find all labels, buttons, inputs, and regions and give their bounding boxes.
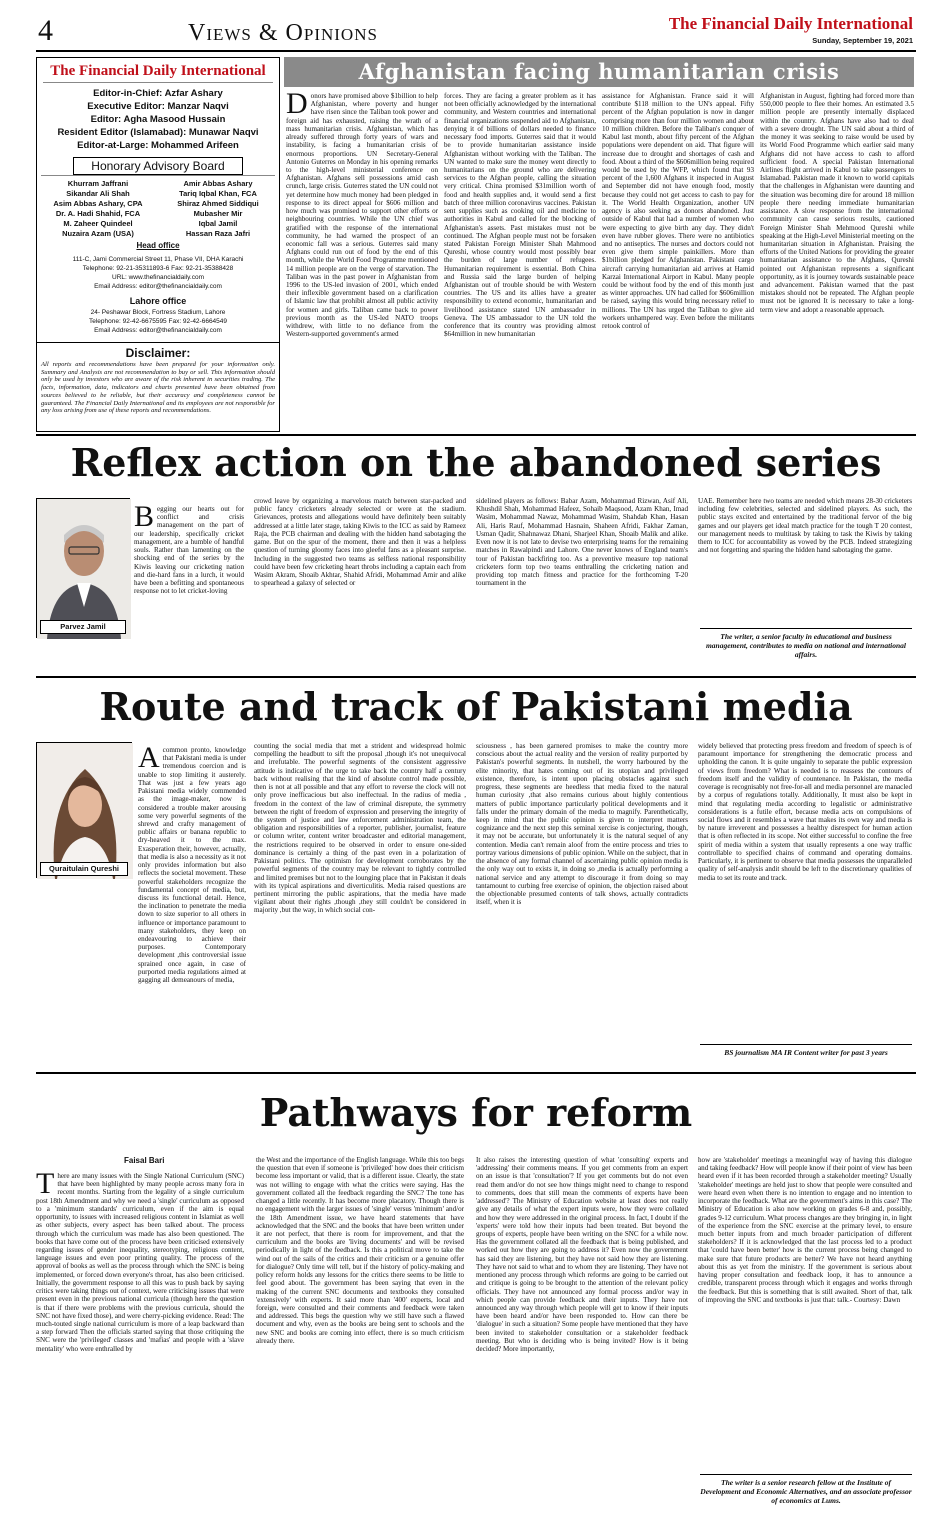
author-portrait-icon — [37, 743, 133, 879]
board-member: Hassan Raza Jafri — [185, 229, 251, 238]
staff-line: Editor-at-Large: Mohammed Arifeen — [77, 140, 239, 151]
disclaimer-text: All reports and recommendations have been prepared for your information only. Summary and Analysis are not recommendation to buy or sell. This information should only be used by investors who are aware of the risk inherent in securities trading. The facts, information, data, indicators and charts presented have been obtained from sources believed to be reliable, but their accuracy and completeness cannot be guaranteed. The Financial Daily International and its employees are not responsible for any loss arising from use of these reports and recommendations. — [41, 361, 275, 415]
staff-line: Editor: Agha Masood Hussain — [90, 114, 226, 125]
office-address-line: Email Address: editor@thefinancialdaily.com — [94, 283, 222, 290]
office-address-line: URL: www.thefinancialdaily.com — [112, 274, 204, 281]
author-bio: BS journalism MA IR Content writer for past 3 years — [724, 1048, 888, 1057]
article-column: Afghanistan in August, fighting had forced more than 550,000 people to flee their homes. An estimated 3.5 million people are presently internally displaced within the country. Afghans have also had to deal with a severe drought. The UN said about a third of the money it was seeking to raise would be used by its World Food Programme which earlier said many Afghans did not have access to cash to afford sufficient food. A special Pakistan International Airlines flight arrived in Kabul to take passengers to Islamabad. Pakistan made it known to world capitals that the challenges in Afghanistan were daunting and the situation was becoming dire for around 18 million people there needing immediate humanitarian assistance. A slow response from the international community can cause serious results, cautioned Foreign Minister Shah Mehmood Qureshi while speaking at the High-Level Ministerial meeting on the humanitarian situation in Afghanistan. Praising the efforts of the United Nations for providing the greater humanitarian assistance to the Afghans, Qureshi pointed out Afghanistan represents a significant opportunity, as it is journey towards sustainable peace and advancement. Pakistan warned that the past mistakes should not be repeated. The Afghan people must not be ignored It is necessary to take a long-term view and adopt a reasonable approach. — [760, 92, 914, 314]
author-portrait-icon — [37, 499, 131, 639]
head-office-title: Head office — [136, 241, 180, 250]
board-member: Tariq Iqbal Khan, FCA — [179, 189, 257, 198]
article-column: how are 'stakeholder' meetings a meaningful way of having this dialogue and taking feedback? How will people know if their point of view has been heard even if it has been recorded through a stakeholder meeting? Usually 'stakeholder' meetings are held just to show that people were consulted and were heard even when there is no intention to engage and no intention to incorporate the feedback. What are the government's aims in this case? The Ministry of Education is also now working on grades 6-8 and, possibly, grades 9-12 curriculum. What process changes are they bringing in, in light of the experience from the SNC exercise at the primary level, to ensure much better inputs from and much broader participation of different stakeholders? If it is acknowledged that the last process led to a product that 'could have been better' how is the current process being changed to make sure that future products are better? We have not heard anything about this as yet from the ministry. If the government is serious about having proper consultation and feedback loop, it has to announce a credible, transparent process through which it engages and works through the feedback. But this is something that is still awaited. Short of that, talk of improving the SNC and textbooks is just that: talk.- Courtesy: Dawn — [698, 1156, 913, 1304]
board-member: Mubasher Mir — [193, 209, 243, 218]
article-column: It also raises the interesting question of what 'consulting' experts and 'addressing' their comments means. If you get comments from an expert on an issue is that 'consultation'? If you get comments but do not even read them and/or do not see how things might need to change to respond to comments, does that still mean the comments of experts have been 'addressed'? The Ministry of Education website at least does not really give any details of what the expert inputs were, how they were collated and how they were addressed in the original process. In fact, I doubt if the 'experts' were told how their inputs had been treated. But beyond the groups of experts, people have been writing on the SNC for a while now. Has the government collated all the feedback that is being published, and worked out how they are going to address it? Even now the government has said they are listening, but they have not said how they are listening. They have not said to what and to whom they are listening. They have not mentioned any process through which reforms are going to be carried out and critique is going to be brought to the attention of the relevant policy officials. They have not announced any formal process and/or way in which people can provide feedback and their inputs. They have not announced any way through which people will get to know if their inputs have been heard and/or have been responded to. How can there be 'dialogue' in such a situation? Some people have mentioned that they have been invited to stakeholder consultation or a stakeholder feedback meeting. But who is deciding who is being invited? How is it being decided? More importantly, — [476, 1156, 688, 1354]
article-headline: Reflex action on the abandoned series — [70, 440, 882, 485]
masthead-title: The Financial Daily International — [668, 14, 913, 33]
section-rule — [36, 676, 916, 678]
divider — [41, 175, 275, 176]
office-address-line: Email Address: editor@thefinancialdaily.com — [94, 327, 222, 334]
page-number: 4 — [38, 14, 53, 47]
office-address-line: 24- Peshawar Block, Fortress Stadium, Lahore — [90, 309, 226, 316]
author-bio: The writer is a senior research fellow at the Institute of Development and Economic Alternatives, and an associate professor of economics at Lums. — [700, 1478, 912, 1505]
article-column: forces. They are facing a greater problem as it has not been officially acknowledged by the international community, and Western countries and international financial organizations suspended aid to Afghanistan, denying it of billions of dollars needed to finance necessary food imports. Guterres said that it would be to provide humanitarian assistance inside Afghanistan without working with the Taliban. The UN wanted to make sure the money went directly to humanitarians on the ground who are delivering services to the Afghan people, calling the situation very critical. China promised $31million worth of food and health supplies and, it would send a first batch of three million coronavirus vaccines. Pakistan sent supplies such as cooking oil and medicine to authorities in Kabul and called for the blocking of Afghanistan's assets. Past mistakes must not be continued. The Afghan people must not be forsaken stated Pakistan Foreign Minister Shah Mahmood Qureshi, whose country would most possibly bear the burden of large number of refugees. Humanitarian requirement is essential. Both China and Russia said the large burden of helping Afghanistan out of trouble should be with Western countries. The US and its allies have a greater responsibility to extend economic, humanitarian and livelihood assistance stated UN ambassador in Geneva. The US ambassador to the UN told the conference that its country was providing almost $64million in new humanitarian — [444, 92, 596, 339]
office-address-line: 111-C, Jami Commercial Street 11, Phase VII, DHA Karachi — [72, 256, 244, 263]
info-brand: The Financial Daily International — [43, 63, 273, 83]
board-member: Amir Abbas Ashary — [183, 179, 253, 188]
author-byline: Faisal Bari — [124, 1156, 165, 1165]
board-member: Khurram Jaffrani — [67, 179, 129, 188]
editorial-info-box — [36, 57, 280, 432]
author-bio: The writer, a senior faculty in educational and business management, contributes to media on national and international affairs. — [705, 632, 907, 659]
board-member: M. Zaheer Quindeel — [63, 219, 133, 228]
header-rule — [36, 50, 916, 52]
author-photo — [36, 498, 130, 638]
bio-rule — [700, 1044, 912, 1045]
bio-rule — [700, 628, 912, 629]
drop-cap: A — [138, 741, 160, 774]
office-address-line: Telephone: 92-42-6675595 Fax: 92-42-6664549 — [88, 318, 228, 325]
author-photo — [36, 742, 132, 878]
board-member: Iqbal Jamil — [198, 219, 238, 228]
article-column: assistance for Afghanistan. France said it will contribute $118 million to the UN's appeal. Fifty percent of the Afghan population is now in danger comprising more than four million women and about 10 million children. Before the Taliban's conquer of Kabul last month, about fifty percent of the Afghan populations were dependent on aid. That figure will increase due to drought and shortages of cash and food. About a third of the $606million being required would be used by the WFP, which found that 93 percent of the 1,600 Afghans it inspected in August and September did not have enough food, mostly because they could not get access to cash to pay for it. The World Health Organization, another UN agency is also seeking as donors abandoned. Just outside of Kabul that had a number of women who were expecting to give birth any day. They didn't even have rubber gloves. There were no antibiotics and no antiseptics. The nurses and doctors could not even give them simple painkillers. More than $1billion pledged for Afghanistan. Pakistani cargo aircraft carrying humanitarian aid arrives at Hamid Karzai International Airport in Kabul. Many people could be without food by the end of this month just as winter approaches. UN had called for $606million be raised, saying this would bring necessary relief to millions. The UN has urged the Taliban to give aid workers unhampered way. Even before the militants retook control of — [602, 92, 754, 331]
lahore-office-title: Lahore office — [129, 296, 187, 306]
divider — [37, 342, 279, 343]
board-member: Nuzaira Azam (USA) — [62, 229, 134, 238]
staff-line: Resident Editor (Islamabad): Munawar Naqvi — [57, 127, 259, 138]
article-column: UAE. Remember here two teams are needed which means 28-30 cricketers including few celebrities, selected and sidelined players. As such, the public stays excited and entertained by the traditional fervor of the big games and our players get ideal match practice for the tough T 20 contest, our management needs to multitask by taking to task the Kiwis by taking them to ICC for accountability as vowed by the PCB. Indeed strategizing and not forgetting and sparing the hidden hand sabotaging the game. — [698, 497, 912, 555]
board-member: Sikandar Ali Shah — [66, 189, 130, 198]
section-rule — [36, 434, 916, 436]
article-column: Acommon pronto, knowledge that Pakistani media is under tremendous coercion and is unable to stop limiting it austerely. That was just a few years ago Pakistani media widely commended as the image-maker, now is considered a trouble maker arousing some very powerful segments of the shrewd and crafty management of public affairs or banana republic to dry-heaved it to the max. Exasperation their, however, actually, that media is also a necessity as it not only provides information but also reflects the societal movement. These powerful stakeholders recognize the fundamental concept of media, but, discuss its functional detail. Hence, the inclination to penetrate the media down to size superior to all others in influence or importance paramount to many stakeholders, they keep on endeavouring to achieve their purposes. Contemporary development ,this controversial issue sprained once again, in case of purported media regulations aimed at gagging all demeanours of media, — [138, 741, 246, 985]
staff-line: Executive Editor: Manzar Naqvi — [87, 101, 229, 112]
article-column: widely believed that protecting press freedom and freedom of speech is of paramount importance for strengthening the democratic process and upholding the canon. It is quite ungainly to separate the public expression of views from freedom? What is needed is to reassess the contours of freedom itself and the validity of countenance. In Pakistan, the media coverage is recognisably not free-for-all and media personnel are manacled by a corpus of regulations totally. Additionally, It must also be kept in mind that regulating media according to legalistic or administrative considerations is a futile effort, because media acts on compulsions of social flows and it resembles a wave that makes its own way and media is by nature irreverent and possesses a healthy disrespect for human action that is often reflected in its scope. Not either successful to confine the free spirit of media within a system that usually represents a one way traffic controllable to specified chains of command and operating domains. Particularly, it is pertinent to observe that media possesses the unparalleled quality of self-analysis andit should be left to the discretionary qualities of media to set its route and track. — [698, 742, 912, 882]
article-column: sciousness , has been garnered promises to make the country more conscious about the actual reality and the version of reality purported by Pakistan's powerful segments. In nutshell, the worry harboured by the elite minority, that hates coming out of its utopian and privileged existence, therefore, is intent upon placing obstacles against such progress, these segments are heedless that media fixed to the natural human curiosity ,that also remains curious about highly contentious matters of public importance particularly political developments and it falls under the primary domain of the media to magnify. Parenthetically, keep in mind that the public opinion is given to interpret matters cognizance and the next step this seminal xercise is conjecturing, though, it may not be accurate, but unfortunately it is the natural sequel of any contention. Media can't remain aloof from the entire process and tries to portray various dimensions of public opinion. While on the subject, that in the absence of any formal channel of ascertaining public opinion media is the only way out to exists it, in doing so ,media is actually performing a national service and any attempt to discourage it from doing so may tantamount to curbing free exercise of opinion, the objection raised about the objectionable presumed contents of talk shows, actually contradicts itself, when it is — [476, 742, 688, 907]
drop-cap: D — [286, 87, 308, 120]
bio-rule — [700, 1474, 912, 1475]
drop-cap: T — [36, 1167, 55, 1200]
article-column: counting the social media that met a strident and widespread holmic compelling the headbutt to sift the proposal ,though it's not unequivocal and irrefutable. The powerful segments of the consistent aggressive attitude is indicative of the urge to take back the country half a century back without realising that the kind of absolute control made possible, then is not at all possible and that any effort to reverse the clock will not only prove inefficacious but also ineffectual. In the radius of media , freedom in the context of the law of criminal disrepute, the symmetry between the right of freedom of expression and preserving the integrity of the system of justice and law enforcement administration team, the obligation and responsibilities of a reporter, publisher, journalist, feature or column writer, content writer broadcaster and editorial management, the restrictions required to be observed in order to ensure one-sided dominance is certainly a thing of the past even in a polarization of Pakistani politics. The optimism for development corroborates by the powerful segments of the country may be relevant to tightly controlled and limited premises but not to the lounging place that in Pakistan it deals with its typical aspirations and diverticulitis. Media raised questions are pertinent mirroring the public aspirations, that the media have made vigilant about their rights ,though ,they still couldn't be considered in majority ,but the way, in which social con- — [254, 742, 466, 915]
article-column: crowd leave by organizing a marvelous match between star-packed and public fancy cricketers already selected or were at the stadium. Grievances, protests and allegations would have definitely been suitably addressed at a little later stage, taking Kiwis to the ICC as said by Rameez Raja, the PCB chairman and dealing with the hidden hand sabotaging the game. But on the spur of the moment, there and then it was a helpless question of turning gloomy faces into gleeful fans as a pleasant surprise. Including in the suggested two teams as selfless national responsibility could have been few cricketing heart throbs including a captain each from Wasim Akram, Shoaib Akhtar, Shahid Afridi, Mohammad Amir and alike to spearhead a galaxy of selected or — [254, 497, 466, 588]
article-column: the West and the importance of the English language. While this too begs the question that even if someone is 'privileged' how does their criticism become less important or valid, that is a different issue. Clearly, the state was not willing to engage with what the critics were saying. Has the government collated all the feedback regarding the SNC? The tone has changed a little recently. It has become more placatory. Though there is no engagement with the larger issues of 'single' versus 'minimum' and/or the 18th Amendment issue, we have heard statements that have acknowledged that the SNC and the books that have been written under it are not perfect, that there is room for improvement, and that the curriculum and the books are 'living documents' and will be revised periodically in light of the feedback. Is this a political move to take the wind out of the sails of the critics and their criticism or a genuine offer for dialogue? Only time will tell, but if the history of policy-making and policy reform holds any lessons for the critics there seems to be little to feel good about. The government has been saying that even in the making of the current SNC documents and textbooks they consulted 'extensively' with experts. It said more than '400' experts, local and foreign, were consulted and their comments and feedback were taken and addressed. This begs the question why we still have such a flawed document and why, even as the books are being sent to schools and the new SNC and books are coming into effect, there is so much criticism already there. — [256, 1156, 464, 1345]
section-title: Views & Opinions — [188, 20, 378, 46]
drop-cap: B — [134, 500, 155, 533]
article-headline: Route and track of Pakistani media — [99, 684, 853, 729]
author-caption: Parvez Jamil — [40, 620, 126, 634]
author-caption: Quraitulain Qureshi — [40, 862, 128, 876]
article-column: sidelined players as follows: Babar Azam, Mohammad Rizwan, Asif Ali, Khushdil Shah, Mohammad Hafeez, Sohaib Maqsood, Azam Khan, Imad Wasim, Mohammad Nawaz, Mohammad Wasim, Shahdab Khan, Hasan Ali, Haris Rauf, Mohammad Hasnain, Shaheen Afridi, Fakhar Zaman, Usman Qadir, Shahnawaz Dhani, Sharjeel Khan, Shoaib Malik and alike. Even now it is not late to devise two enterprising teams for the remaining matches in Rawalpindi and Lahore. One never knows of England team's tour of Pakistan backfiring too. As a preventive measure top national cricketers form top two teams enthralling the cricketing nation and providing top match fitness and practice for the forthcoming T-20 tournament in the — [476, 497, 688, 588]
board-member: Shiraz Ahmed Siddiqui — [177, 199, 259, 208]
board-member: Asim Abbas Ashary, CPA — [53, 199, 143, 208]
issue-date: Sunday, September 19, 2021 — [812, 36, 913, 45]
disclaimer-title: Disclaimer: — [125, 346, 191, 360]
article-column: Donors have promised above $1billion to help Afghanistan, where poverty and hunger have risen since the Taliban took power and foreign aid has exhausted, raising the wrath of a mass humanitarian crisis. Afghanistan, which has already suffered through forty years of wars and instability, is facing a humanitarian crisis of enormous proportions. UN Secretary-General Antonio Guterres on Monday in his opening remarks to the high-level ministerial conference on Afghanistan. Afghans sell possessions amid cash crunch, large crisis. Guterres stated the UN could not yet determine how much money had been pledged in response to its direct appeal for $606 million and how much was promised to support other efforts or neighbouring countries. While the UN chief was gratified with the response of the international community, he had warned the prospect of an economic fall was a serious. Guterres said many Afghans could run out of food by the end of this month, while the World Food Programme mentioned 14 million people are on the verge of starvation. The Taliban was in the past power in Afghanistan from 1996 to the US-led invasion of 2001, which ended their inflexible government based on a clarification of Islamic law that prohibit almost all public activity for women and girls. Taliban came back to power previous month as the US-led NATO troops withdrew, with little to no defiance from the Western-supported government's armed — [286, 87, 438, 339]
section-rule — [36, 1072, 916, 1074]
article-column: There are many issues with the Single National Curriculum (SNC) that have been highlighted by many people across many fora in recent months. Starting from the legality of a single curriculum post 18th Amendment and why we need a 'single' curriculum as opposed to a 'minimum standards' curriculum, even if the aim is equal opportunity, to issues with increased religious content in Islamiat as well as other subjects, every aspect has been talked about. The process through which the curriculum was made has also been questioned. The books that have come out of the process have been criticised extensively regarding issues of gender inequality, stereotyping, religious content, language issues and even poor printing quality. The process of the approval of books as well as the process through which the SNC is being implemented, or forced down everyone's throat, has also been criticised. Initially, the government response to all this was to push back by saying critics were taking things out of context, were criticising issues that were present even in the previous national curricula (though here the question is that if there were problems with the previous curricula, should the SNC not have fixed those), and were cherry-picking evidence. Read: The much-touted single national curriculum is more of a leap backward than a step forward Then the officials started saying that those critiquing the SNC were the 'privileged' classes and 'mafias' and people with a 'slave mentality' who were enthralled by — [36, 1167, 244, 1353]
staff-line: Editor-in-Chief: Azfar Ashary — [93, 88, 223, 99]
advisory-board-title: Honorary Advisory Board — [73, 157, 243, 175]
article-column: Begging our hearts out for conflict and crisis management on the part of our leadership, specifically cricket management, are a humble of handful souls. Rather than lamenting on the shocking end of the series by the Kiwis leaving our cricketing nation and die-hard fans in a lurch, it would have been a befitting and spontaneous response not to let cricket-loving — [134, 500, 244, 596]
board-member: Dr. A. Hadi Shahid, FCA — [55, 209, 141, 218]
article-headline: Pathways for reform — [259, 1090, 693, 1135]
article-headline: Afghanistan facing humanitarian crisis — [284, 57, 914, 87]
office-address-line: Telephone: 92-21-35311893-6 Fax: 92-21-35388428 — [82, 265, 234, 272]
